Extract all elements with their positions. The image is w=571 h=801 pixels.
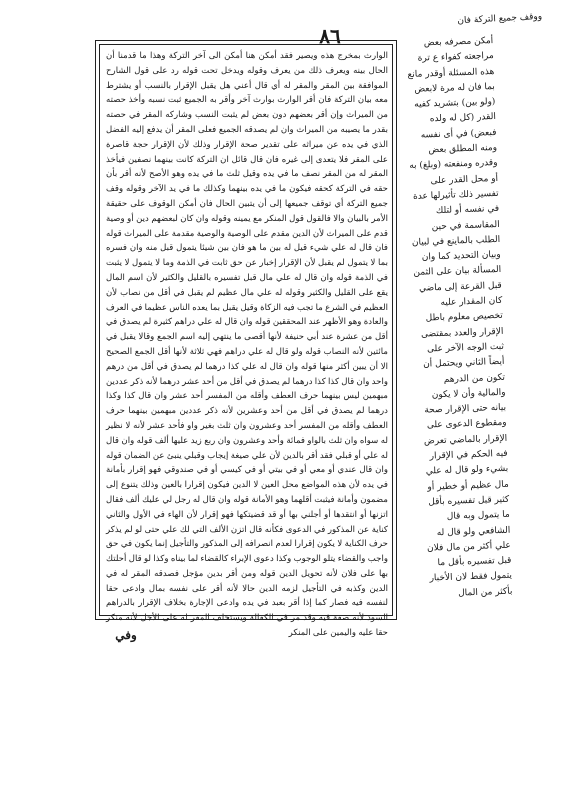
- marginal-note: ووقف جميع التركة فان: [457, 11, 543, 27]
- margin-commentary-text: أمكن مصرفه بعض مراجعته كفواء ع ترة هذه المسئلة أوقدر مانع بما فان له مرة لابعض (ولو بين) بتشريد كفيه القدر (كل له ولده فبعض) في أى نفسه ومنه المطلق بعض وقدره ومنفعته (وبلغ) به أو محل القدر على تفسير ذلك تأثيرلها عدة في نفسه أو لتلك المقاسمة في حين الطلب بالماينع في لبيان وبيان التحديد كما وان المسألة بيان على الثمن قبل القرعة إلى ماضي كان المقدار عليه تخصيص معلوم باطل الإقرار والعدد بمقتضى ثبت الوجه الآخر على أيضاً الثاني ويحتمل أن تكون من الدرهم والمالية وأن لا يكون بيانه حتى الإقرار صحة ومقطوع الدعوى على الإقرار بالماضي تعرض فيه الحكم في الإقرار بشيء ولو قال له علي مال عظيم أو خطير أو كثير قبل تفسيره بأقل ما يتمول وبه قال الشافعي ولو قال له علي أكثر من مال فلان قبل تفسيره بأقل ما يتمول فقط لان الأخبار بأكثر من المال: [407, 35, 513, 599]
- main-text-frame: [95, 40, 397, 639]
- page-number: ٨٦: [319, 24, 341, 48]
- main-commentary-text: الوارث بمخرج هذه ويصير فقد أمكن هنا أمكن الى آخر التركة وهذا ما قدمنا أن الحال بينه ويعرف ذلك من يعرف وقوله ويدخل تحت قوله رد على قول الشارح الموافقة بين المقر والمقر له أي قال أعني هل يقبل الإقرار بالنسب أو يشترط معه بيان التركة فان أقر الوارث بوارث آخر وأقر به الجميع ثبت نسبه وأخذ حصته من الميراث وإن أقر بعضهم دون بعض لم يثبت النسب وشاركه المقر في حصته بقدر ما يصيبه من الميراث وان لم يصدقه الجميع فعلى المقر أن يدفع إليه الفضل الذي في يده عن ميراثه على تقدير صحة الإقرار وذلك لأن الإقرار حجة قاصرة على المقر فلا يتعدى إلى غيره فان قال قائل ان التركة كانت بينهما نصفين فيأخذ المقر له من المقر نصف ما في يده وقيل ثلث ما في يده وهو الأصح لأنه أقر بأن حقه في التركة كحقه فيكون ما في يده بينهما وكذلك ما في يد الآخر وقوله وقف جميع التركة أي توقف جميعها إلى أن يتبين الحال فان أمكن الوقوف على حقيقة الأمر بالبيان والا فالقول قول المنكر مع يمينه وقوله وان كان لبعضهم دين أو وصية قدم على الميراث لأن الدين مقدم على الوصية والوصية مقدمة على الميراث قوله فان قال له علي شيء قيل له بين ما هو فان بين شيئا يتمول قبل منه وان فسره بما لا يتمول لم يقبل لأن الإقرار إخبار عن حق ثابت في الذمة وما لا يتمول لا يثبت في الذمة قوله وان قال له علي مال قبل تفسيره بالقليل والكثير لأن اسم المال يقع على القليل والكثير وقوله له علي مال عظيم لم يقبل في أقل من نصاب لأن العظيم في الشرع ما تجب فيه الزكاة وقيل يقبل بما يعده الناس عظيما في العرف والعادة وهو الأظهر عند المحققين قوله وان قال له علي دراهم كثيرة لم يصدق في أقل من عشرة عند أبي حنيفة لأنها أقصى ما ينتهي إليه اسم الجمع وقالا يقبل في مائتين لأنه النصاب قوله ولو قال له علي دراهم فهي ثلاثة لأنها أقل الجمع الصحيح الا أن يبين أكثر منها قوله وان قال له علي كذا درهما لم يصدق في أقل من درهم واحد وان قال كذا كذا درهما لم يصدق في أقل من أحد عشر درهما لأنه ذكر عددين مبهمين ليس بينهما حرف العطف وأقله من المفسر أحد عشر وان قال كذا وكذا درهما لم يصدق في أقل من أحد وعشرين لأنه ذكر عددين مبهمين بينهما حرف العطف وأقله من المفسر أحد وعشرون وان ثلث بغير واو فأحد عشر لأنه لا نظير له سواه وان ثلث بالواو فمائة وأحد وعشرون وان ربع زيد عليها ألف قوله وان قال له علي أو قبلي فقد أقر بالدين لأن علي صيغة إيجاب وقبلي ينبئ عن الضمان قوله وان قال عندي أو معي أو في بيتي أو في كيسي أو في صندوقي فهو إقرار بأمانة في يده لأن هذه المواضع محل العين لا الدين فيكون إقرارا بالعين وذلك يتنوع إلى مضمون وأمانة فيثبت أقلهما وهو الأمانة قوله وان قال له رجل لي عليك ألف فقال اتزنها أو انتقدها أو أجلني بها أو قد قضيتكها فهو إقرار لأن الهاء في الأول والثاني كناية عن المذكور في الدعوى فكأنه قال اتزن الألف التي لك علي حتى لو لم يذكر حرف الكناية لا يكون إقرارا لعدم انصرافه إلى المذكور والتأجيل إنما يكون في حق واجب والقضاء يتلو الوجوب وكذا دعوى الإبراء كالقضاء لما بيناه وكذا لو قال أحلتك بها على فلان لأنه تحويل الدين قوله ومن أقر بدين مؤجل فصدقه المقر له في الدين وكذبه في التأجيل لزمه الدين حالا لأنه أقر على نفسه بمال وادعى حقا لنفسه فيه فصار كما إذا أقر بعبد في يده وادعى الإجارة بخلاف الإقرار بالدراهم السود لأنه صفة فيه وقد مر في الكفالة ويستحلف المقر له على الأجل لأنه منكر حقا عليه واليمين على المنكر: [106, 51, 388, 639]
- catchword: وفي: [115, 628, 137, 642]
